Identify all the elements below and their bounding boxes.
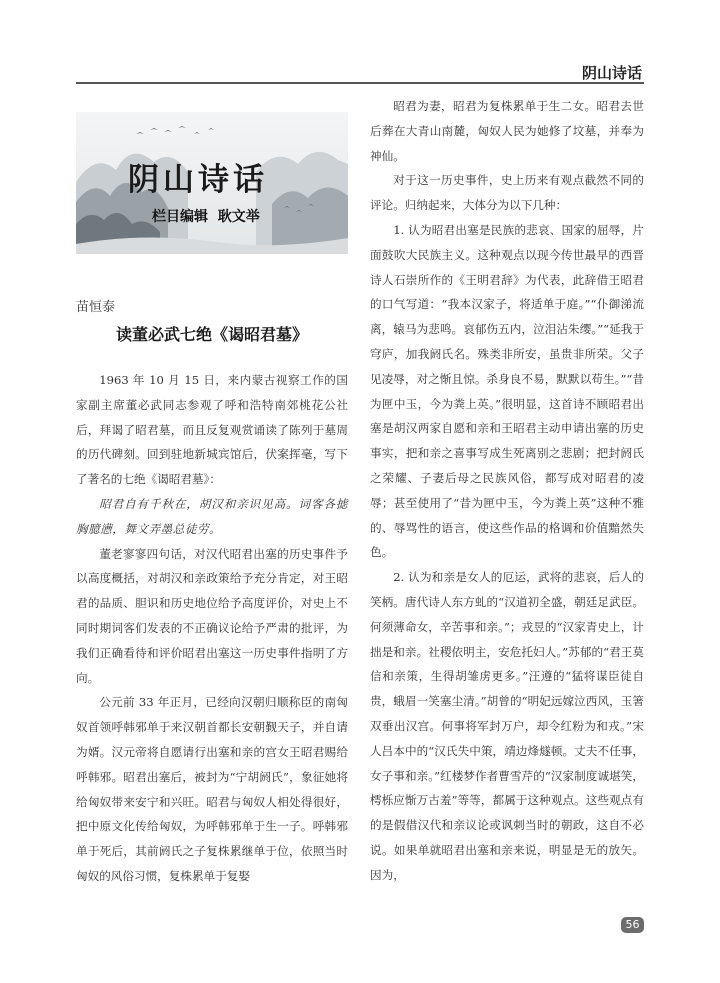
paragraph: 董老寥寥四句话，对汉代昭君出塞的历史事件予以高度概括，对胡汉和亲政策给予充分肯定，对王昭君的品质、胆识和历史地位给予高度评价，对史上不同时期词客们发表的不正确议论给予严肃的批评，为我们正确看待和评价昭君出塞这一历史事件指明了方向。: [76, 546, 348, 685]
right-text-column: [370, 94, 644, 888]
paragraph: 1. 认为昭君出塞是民族的悲哀、国家的屈辱，片面鼓吹大民族主义。这种观点以现今传世最早的西晋诗人石崇所作的《王明君辞》为代表，此辞借王昭君的口气写道：“我本汉家子，将适单于庭。”“仆御涕流离，辕马为悲鸣。哀郁伤五内，泣泪沾朱缨。”“延我于穹庐，加我阏氏名。殊类非所安，虽贵非所荣。父子见凌辱，对之惭且惊。杀身良不易，默默以苟生。”“昔为匣中玉，今为粪上英。”很明显，这首诗不顾昭君出塞是胡汉两家自愿和亲和王昭君主动申请出塞的历史事实，把和亲之喜事写成生死离别之悲剧；把封阏氏之荣耀、子妻后母之民族风俗，都写成对昭君的凌辱；甚至使用了“昔为匣中玉，今为粪上英”这种不雅的、辱骂性的语言，使这些作品的格调和价值黯然失色。: [370, 222, 644, 560]
article-title: 读董必武七绝《谒昭君墓》: [115, 325, 308, 344]
poem-quote: 昭君自有千秋在，胡汉和亲识见高。词客各摅胸臆懑，舞文弄墨总徒劳。: [76, 496, 348, 536]
running-header-title: 阴山诗话: [581, 64, 642, 82]
paragraph: 1963 年 10 月 15 日，来内蒙古视察工作的国家副主席董必武同志参观了呼和浩特南郊桃花公社后，拜谒了昭君墓，而且反复观赏诵读了陈列于墓周的历代碑刻。回到驻地新城宾馆后，伏案挥毫，写下了著名的七绝《谒昭君墓》：: [76, 373, 348, 487]
article-author: 苗恒泰: [76, 300, 116, 315]
paragraph: 2. 认为和亲是女人的厄运，武将的悲哀，后人的笑柄。唐代诗人东方虬的“汉道初全盛，朝廷足武臣。何须薄命女，辛苦事和亲。”；戎昱的“汉家青史上，计拙是和亲。社稷依明主，安危托妇人。”苏郁的“君王莫信和亲策，生得胡雏虏更多。”汪遵的“猛将谋臣徒自贵，蛾眉一笑塞尘清。”胡曾的“明妃远嫁泣西风，玉箸双垂出汉宫。何事将军封万户，却令红粉为和戎。”宋人吕本中的“汉氏失中策，靖边烽燧顿。丈夫不任事，女子事和亲。”红楼梦作者曹雪芹的“汉家制度诚堪笑，樗栎应惭万古羞”等等，都属于这种观点。这些观点有的是假借汉代和亲议论或讽刺当时的朝政，这自不必说。如果单就昭君出塞和亲来说，明显是无的放矢。因为，: [370, 570, 644, 882]
left-text-column: [76, 368, 348, 889]
paragraph: 对于这一历史事件，史上历来有观点截然不同的评论。归纳起来，大体分为以下几种：: [370, 173, 644, 213]
page-number-badge: 56: [621, 917, 644, 933]
column-banner: [76, 112, 348, 254]
paragraph: 昭君为妻，昭君为复株累单于生二女。昭君去世后葬在大青山南麓，匈奴人民为她修了坟墓，并奉为神仙。: [370, 99, 644, 163]
paragraph: 公元前 33 年正月，已经向汉朝归顺称臣的南匈奴首领呼韩邪单于来汉朝首都长安朝觐天子，并自请为婿。汉元帝将自愿请行出塞和亲的宫女王昭君赐给呼韩邪。昭君出塞后，被封为“宁胡阏氏”，象征她将给匈奴带来安宁和兴旺。昭君与匈奴人相处得很好，把中原文化传给匈奴，为呼韩邪单于生一子。呼韩邪单于死后，其前阏氏之子复株累继单于位，依照当时匈奴的风俗习惯，复株累单于复娶: [76, 695, 348, 883]
banner-title: 阴山诗话: [128, 162, 268, 198]
header-rule: [76, 82, 644, 84]
banner-editor-credit: 栏目编辑 耿文举: [152, 209, 260, 225]
